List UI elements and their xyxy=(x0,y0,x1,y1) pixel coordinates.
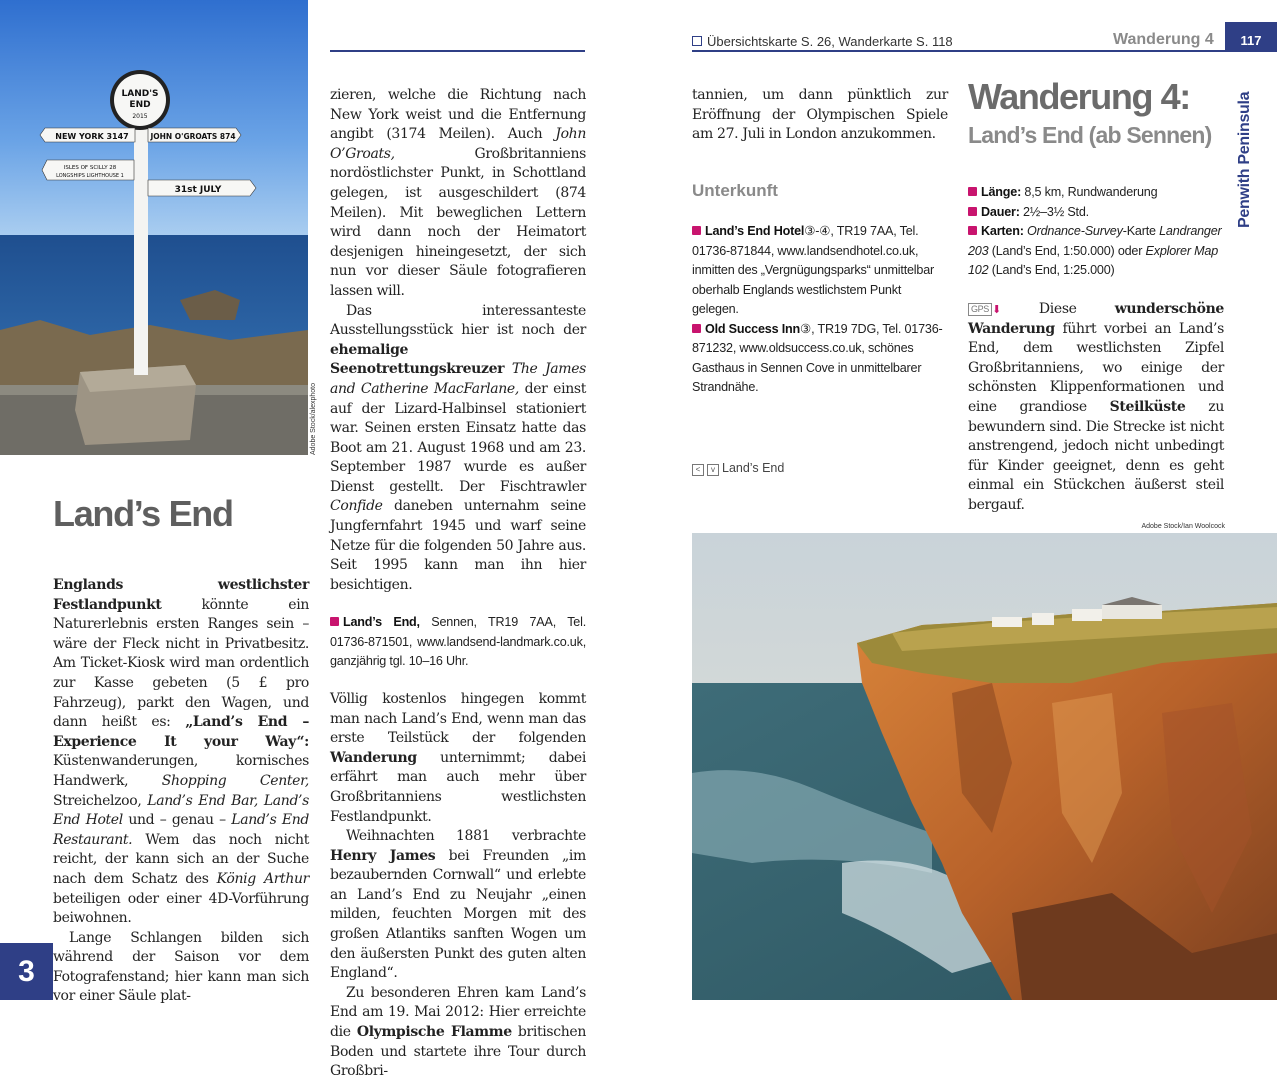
page-number-left: 3 xyxy=(0,943,53,1000)
bullet-icon xyxy=(968,226,977,235)
text-column-1 xyxy=(53,576,309,1007)
paragraph-6: Weihnachten 1881 verbrachte Henry James bei Freunden „im bezaubernden Cornwall“ und erlebte an Land’s End zu Neujahr „einen milden, feuchten Morgen mit des großen Atlantiks sanften Wogen um den äußersten Punkt des guten alten England“. xyxy=(330,828,586,982)
hike-subtitle: Land’s End (ab Sennen) xyxy=(968,122,1212,148)
signpost-photo xyxy=(0,0,308,455)
paragraph-4: Das interessanteste Ausstellungsstück hier ist noch der ehemalige Seenotrettungskreuzer The James and Catherine MacFarlane, der einst auf der Lizard-Halbinsel stationiert war. Seinen ersten Einsatz hatte das Boot am 21. August 1968 und am 23. September 1987 wurde es außer Dienst gestellt. Der Fischtrawler Confide daneben unternahm seine Jungfernfahrt 1945 und warf seine Netze für die folgenden 50 Jahre aus. Seit 1995 kann man ihn hier besichtigen. xyxy=(330,302,586,593)
bullet-icon xyxy=(968,207,977,216)
text-column-2 xyxy=(330,86,586,1082)
signpost-arm-longships: LONGSHIPS LIGHTHOUSE 1 xyxy=(56,173,124,179)
hike-fact-duration: Dauer: 2½–3½ Std. xyxy=(968,203,1226,223)
paragraph-1: Englands westlichster Festlandpunkt könnte ein Naturerlebnis ersten Ranges sein – wäre der Fleck nicht in Privatbesitz. Am Ticket-Kiosk wird man ordentlich zur Kasse gebeten (5 £ pro Fahrzeug), parkt den Wagen, und dann heißt es: „Land’s End – Experience It your Way“: Küstenwanderungen, kornisches Handwerk, Shopping Center, Streichelzoo, Land’s End Bar, Land’s End Hotel und – genau – Land’s End Restaurant. Wem das noch nicht reicht, der kann sich an der Suche nach dem Schatz des König Arthur beteiligen oder einer 4D-Vorführung beiwohnen. xyxy=(53,577,310,927)
info-box-lands-end: Land’s End, Sennen, TR19 7AA, Tel. 01736-871501, www.landsend-landmark.co.uk, ganzjährig tgl. 10–16 Uhr. xyxy=(330,615,587,669)
bullet-icon xyxy=(692,226,701,235)
side-tab-region[interactable]: Penwith Peninsula xyxy=(1236,91,1253,228)
signpost-top-line1: LAND'S xyxy=(121,89,159,99)
arrow-down-icon: v xyxy=(707,464,719,476)
bullet-icon xyxy=(692,324,701,333)
paragraph-8: tannien, um dann pünktlich zur Eröffnung der Olympischen Spiele am 27. Juli in London anzukommen. xyxy=(692,87,948,143)
accommodation-item: Old Success Inn③, TR19 7DG, Tel. 01736-871232, www.oldsuccess.co.uk, schönes Gasthaus in Sennen Cove in unmittelbarer Strandnähe. xyxy=(692,321,943,394)
download-arrow-icon[interactable]: ⬇ xyxy=(991,303,1001,316)
paragraph-7: Zu besonderen Ehren kam Land’s End am 19. Mai 2012: Hier erreichte die Olympische Flamme britischen Boden und startete ihre Tour durch Großbri- xyxy=(330,984,587,1080)
hike-fact-length: Länge: 8,5 km, Rundwanderung xyxy=(968,183,1226,203)
heading-unterkunft: Unterkunft xyxy=(692,181,778,200)
signpost-arm-date: 31st JULY xyxy=(174,185,222,195)
hike-title: Wanderung 4: xyxy=(968,76,1190,117)
bullet-icon xyxy=(968,187,977,196)
hike-fact-maps: Karten: Ordnance-Survey-Karte Landranger 203 (Land’s End, 1:50.000) oder Explorer Map 102 (Land’s End, 1:25.000) xyxy=(968,224,1222,277)
arrow-left-icon: < xyxy=(692,464,704,476)
signpost-arm-johnogroats: JOHN O'GROATS 874 xyxy=(150,132,236,141)
text-column-3 xyxy=(692,86,948,145)
paragraph-2: Lange Schlangen bilden sich während der Saison vor dem Fotografenstand; hier kann man sich vor einer Säule plat- xyxy=(53,929,309,1005)
paragraph-5: Völlig kostenlos hingegen kommt man nach Land’s End, wenn man das erste Teilstück der folgenden Wanderung unternimmt; dabei erfährt man auch mehr über Großbritanniens westlichsten Festlandpunkt. xyxy=(330,690,586,825)
cliff-photo xyxy=(692,533,1277,1000)
header-rule-right xyxy=(692,50,1225,52)
section-heading-lands-end: Land’s End xyxy=(53,493,233,534)
page-number-right: 117 xyxy=(1225,22,1277,52)
header-rule-left xyxy=(330,50,585,52)
running-header-section: Wanderung 4 xyxy=(1113,31,1214,48)
map-reference[interactable]: Übersichtskarte S. 26, Wanderkarte S. 118 xyxy=(692,34,953,49)
map-link-lands-end[interactable]: < v Land’s End xyxy=(692,461,784,476)
paragraph-3: zieren, welche die Richtung nach New York weist und die Entfernung angibt (3174 Meilen). Auch John O’Groats, Großbritanniens nordöstlichster Punkt, in Schottland gelegen, ist ausgeschildert (874 Meilen). Mit beweglichen Lettern wird dann noch der Heimatort desjenigen hineingesetzt, der sich nun vor dieser Säule fotografieren lassen will. xyxy=(330,87,586,299)
text-column-4 xyxy=(968,300,1224,516)
accommodation-item: Land’s End Hotel③-④, TR19 7AA, Tel. 01736-871844, www.landsendhotel.co.uk, inmitten des „Vergnügungsparks“ unmittelbar oberhalb Englands westlichstem Punkt gelegen. xyxy=(692,224,935,316)
hike-description: GPS ⬇ Diese wunderschöne Wanderung führt vorbei an Land’s End, dem westlichsten Zipfel Großbritanniens, wo einige der schönsten Klippenformationen und eine grandiose Steilküste zu bewundern sind. Die Strecke ist nicht anstrengend, jedoch nicht unbedingt für Kinder geeignet, denn es geht einmal ein Stückchen äußerst steil bergauf. xyxy=(968,301,1225,513)
photo-credit-left: Adobe Stock/alexphoto xyxy=(310,383,317,455)
photo-credit-right: Adobe Stock/Ian Woolcock xyxy=(1141,523,1225,530)
hike-facts xyxy=(968,183,1226,281)
gps-icon[interactable]: GPS xyxy=(968,303,992,316)
accommodation-list xyxy=(692,222,948,398)
map-square-icon xyxy=(692,36,702,46)
signpost-top-line3: 2015 xyxy=(132,113,148,120)
signpost-arm-scilly: ISLES OF SCILLY 28 xyxy=(63,165,117,171)
bullet-icon xyxy=(330,617,339,626)
signpost-top-line2: END xyxy=(129,100,151,110)
signpost-arm-newyork: NEW YORK 3147 xyxy=(55,132,129,141)
